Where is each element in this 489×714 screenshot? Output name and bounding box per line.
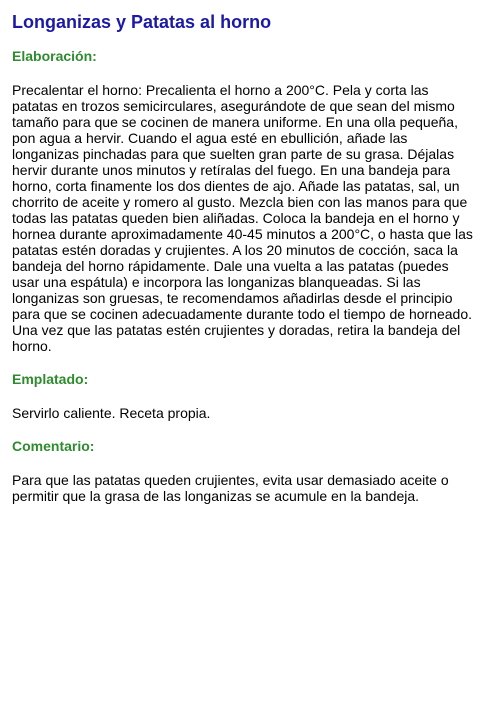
section-heading-elaboracion: Elaboración:: [12, 48, 97, 64]
section-comentario: [12, 437, 477, 504]
section-emplatado: [12, 370, 477, 421]
recipe-title: Longanizas y Patatas al horno: [12, 12, 272, 32]
section-heading-emplatado: Emplatado:: [12, 371, 89, 387]
section-elaboracion: [12, 47, 477, 354]
comentario-text: Para que las patatas queden crujientes, evita usar demasiado aceite o permitir que la grasa de las longanizas se acumule en la bandeja.: [12, 472, 449, 504]
elaboracion-text: Precalentar el horno: Precalienta el horno a 200°C. Pela y corta las patatas en trozos semicirculares, asegurándote de que sean del mismo tamaño para que se cocinen de manera uniforme. En una olla pequeña, pon agua a hervir. Cuando el agua esté en ebullición, añade las longanizas pinchadas para que suelten gran parte de su grasa. Déjalas hervir durante unos minutos y retíralas del fuego. En una bandeja para horno, corta finamente los dos dientes de ajo. Añade las patatas, sal, un chorrito de aceite y romero al gusto. Mezcla bien con las manos para que todas las patatas queden bien aliñadas. Coloca la bandeja en el horno y hornea durante aproximadamente 40-45 minutos a 200°C, o hasta que las patatas estén doradas y crujientes. A los 20 minutos de cocción, saca la bandeja del horno rápidamente. Dale una vuelta a las patatas (puedes usar una espátula) e incorpora las longanizas blanqueadas. Si las longanizas son gruesas, te recomendamos añadirlas desde el principio para que se cocinen adecuadamente durante todo el tiempo de horneado. Una vez que las patatas estén crujientes y doradas, retira la bandeja del horno.: [12, 82, 473, 354]
emplatado-text: Servirlo caliente. Receta propia.: [12, 405, 211, 421]
section-heading-comentario: Comentario:: [12, 438, 95, 454]
